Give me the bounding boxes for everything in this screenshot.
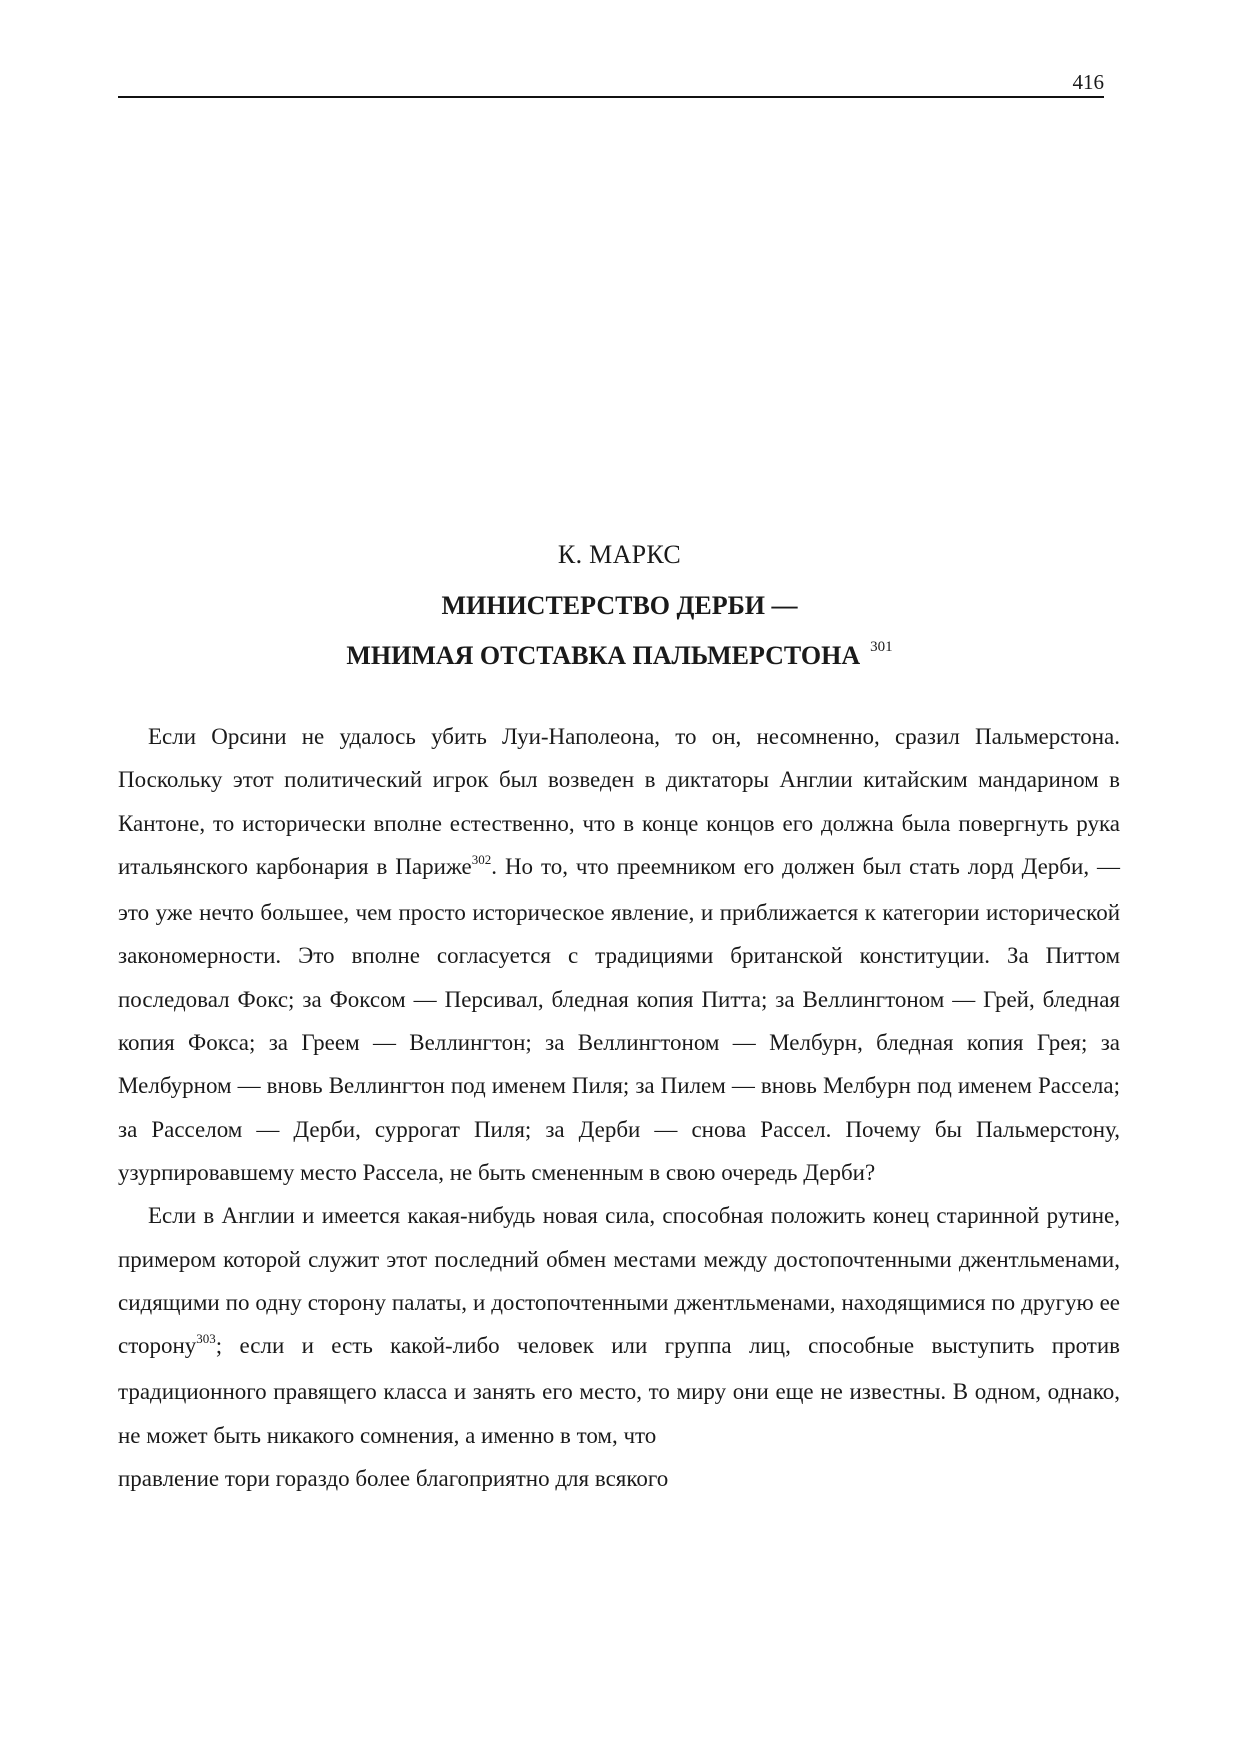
article-body [118,715,1120,1500]
footnote-ref-303: 303 [196,1331,216,1347]
page-header [118,72,1104,98]
article-title-line-2 [0,641,1239,671]
title-footnote-ref: 301 [870,639,893,655]
article-title-line-1: МИНИСТЕРСТВО ДЕРБИ — [441,591,798,620]
paragraph-2-last-line: правление тори гораздо более благоприятно для всякого [118,1466,669,1492]
article-title-line-2-text: МНИМАЯ ОТСТАВКА ПАЛЬМЕРСТОНА [346,641,861,670]
author-name: К. МАРКС [557,540,682,569]
paragraph-1-text-a: Если Орсини не удалось убить Луи-Наполеона, то он, несомненно, сразил Пальмерстона. Поскольку этот политический игрок был возведен в диктаторы Англии китайским мандарином в Кантоне, то исторически вполне естественно, что в конце концов его должна была повергнуть рука итальянского карбонария в Париже [118,724,1120,879]
paragraph-2-text-a: Если в Англии и имеется какая-нибудь новая сила, способная положить конец старинной рутине, примером которой служит этот последний обмен местами между достопочтенными джентльменами, сидящими по одну сторону палаты, и достопочтенными джентльменами, находящимися по другую ее сторону [118,1203,1120,1359]
page-number: 416 [1072,70,1104,94]
paragraph-1 [118,715,1120,1194]
paragraph-1-text-b: . Но то, что преемником его должен был стать лорд Дерби, — это уже нечто большее, чем просто историческое явление, и приближается к категории исторической закономерности. Это вполне согласуется с традициями британской конституции. За Питтом последовал Фокс; за Фоксом — Персивал, бледная копия Питта; за Веллингтоном — Грей, бледная копия Фокса; за Греем — Веллингтон; за Веллингтоном — Мелбурн, бледная копия Грея; за Мелбурном — вновь Веллингтон под именем Пиля; за Пилем — вновь Мелбурн под именем Рассела; за Расселом — Дерби, суррогат Пиля; за Дерби — снова Рассел. Почему бы Пальмерстону, узурпировавшему место Рассела, не быть смененным в свою очередь Дерби? [118,853,1121,1185]
footnote-ref-302: 302 [471,851,492,867]
paragraph-2 [118,1194,1120,1457]
paragraph-2-text-b: ; если и есть какой-либо человек или группа лиц, способные выступить против традиционного правящего класса и занять его место, то миру они еще не известны. В одном, однако, не может быть никакого сомнения, а именно в том, что [118,1333,1120,1448]
